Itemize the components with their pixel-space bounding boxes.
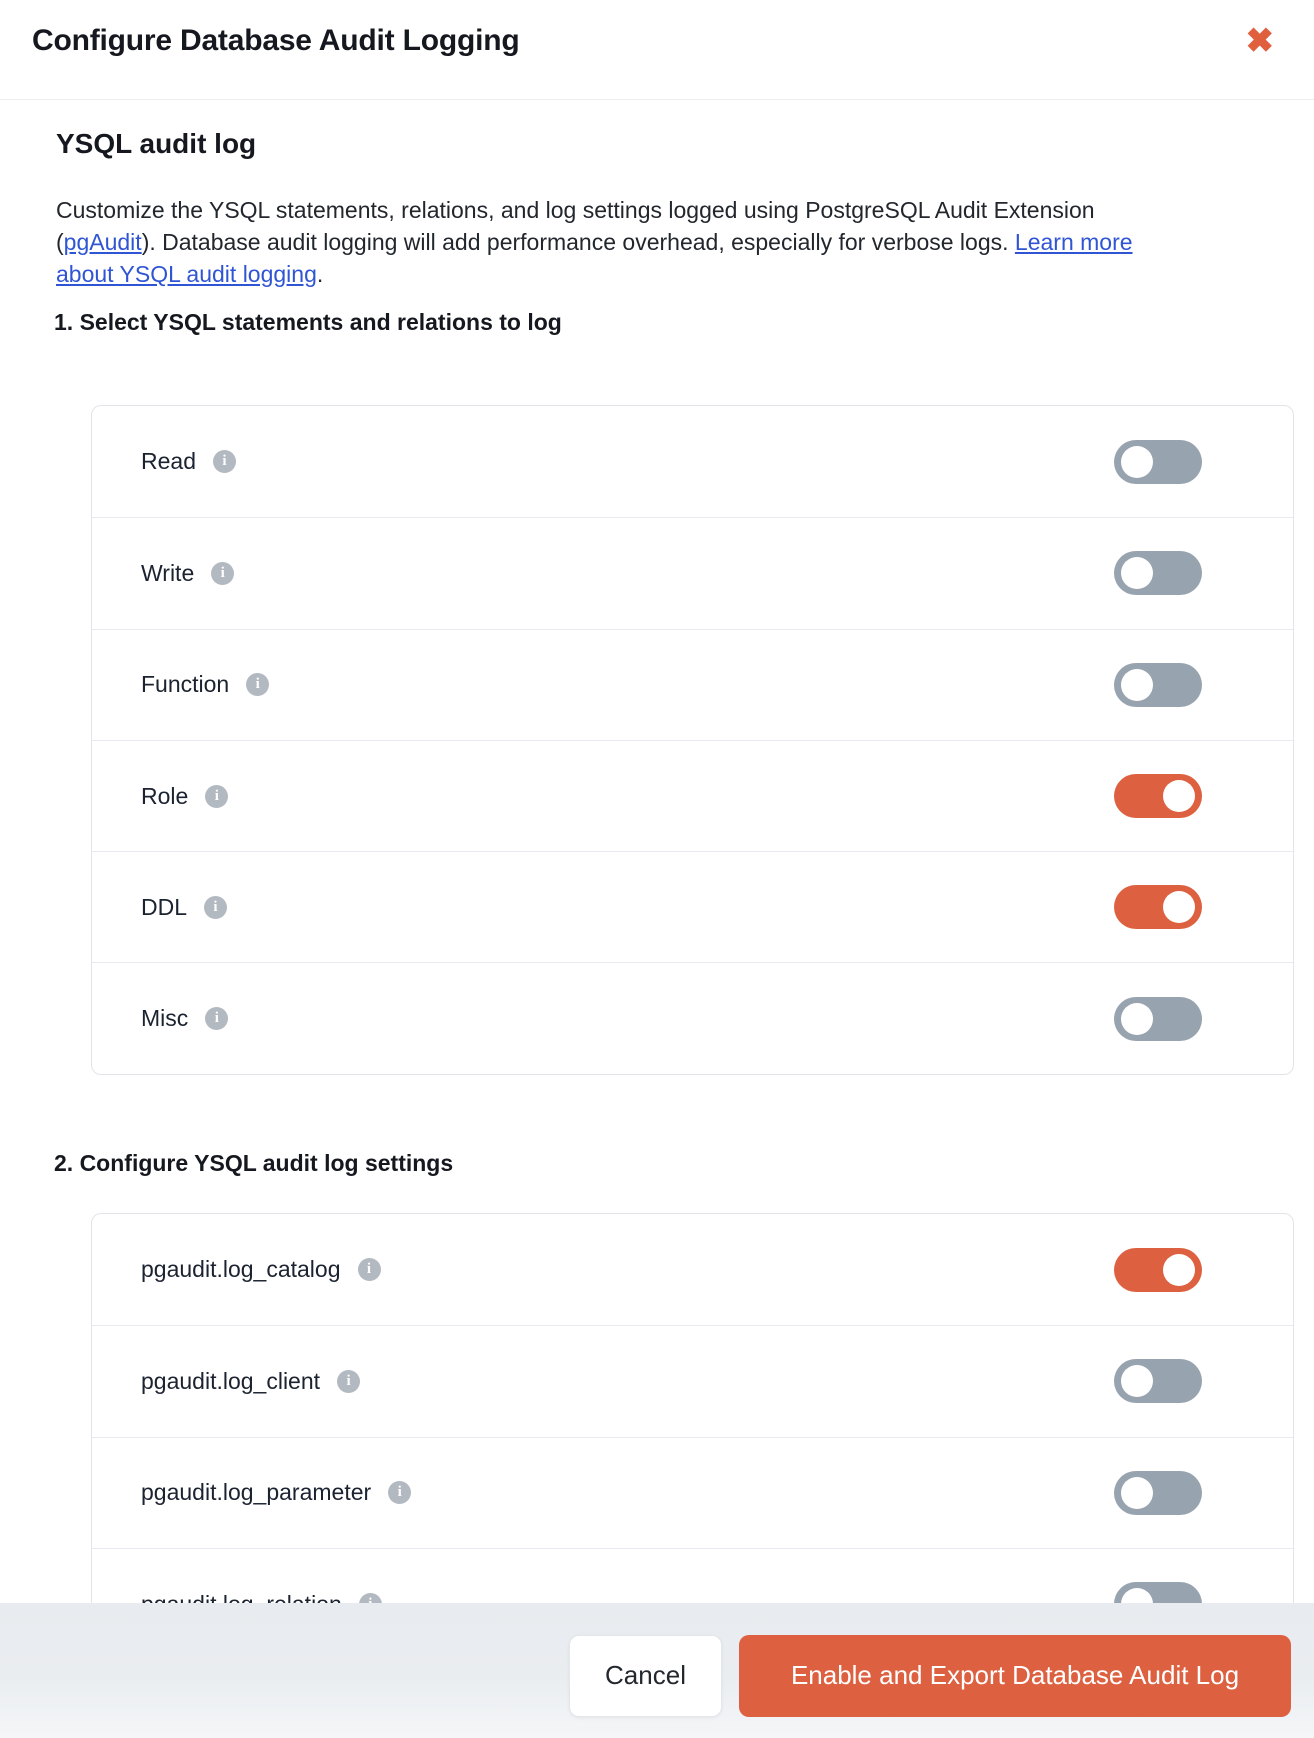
row-label-group xyxy=(141,1368,360,1395)
statements-section-heading: 1. Select YSQL statements and relations to log xyxy=(54,309,562,335)
statements-card xyxy=(91,405,1294,1075)
toggle-knob xyxy=(1121,669,1153,701)
ysql-audit-log-heading: YSQL audit log xyxy=(56,128,257,159)
toggle-switch-ddl[interactable] xyxy=(1114,885,1202,929)
cancel-button[interactable]: Cancel xyxy=(569,1635,722,1717)
toggle-row-write xyxy=(92,517,1293,628)
info-icon-glyph: i xyxy=(397,1484,402,1501)
row-label: pgaudit.log_parameter xyxy=(141,1479,372,1506)
info-icon-glyph: i xyxy=(220,564,225,581)
info-icon-glyph: i xyxy=(346,1372,351,1389)
modal-title: Configure Database Audit Logging xyxy=(32,24,520,57)
info-icon[interactable] xyxy=(213,450,236,473)
ysql-audit-log-description xyxy=(56,194,1141,290)
info-icon-glyph: i xyxy=(214,1010,219,1027)
pgaudit-link[interactable]: pgAudit xyxy=(63,229,142,255)
row-label-group xyxy=(141,671,269,698)
toggle-row-function xyxy=(92,629,1293,740)
info-icon[interactable] xyxy=(204,896,227,919)
row-label-group xyxy=(141,560,234,587)
row-label: Read xyxy=(141,448,196,475)
toggle-row-log-parameter xyxy=(92,1437,1293,1548)
learn-more-link[interactable]: Learn more about YSQL audit logging xyxy=(56,229,1133,287)
row-label: pgaudit.log_client xyxy=(141,1367,321,1394)
toggle-row-role xyxy=(92,740,1293,851)
toggle-switch-log-catalog[interactable] xyxy=(1114,1248,1202,1292)
toggle-switch-read[interactable] xyxy=(1114,440,1202,484)
toggle-row-ddl xyxy=(92,851,1293,962)
toggle-knob xyxy=(1121,1365,1153,1397)
info-icon-glyph: i xyxy=(222,453,227,470)
row-label-group xyxy=(141,783,228,810)
toggle-knob xyxy=(1163,780,1195,812)
close-icon[interactable]: ✖ xyxy=(1245,22,1274,60)
toggle-knob xyxy=(1163,1254,1195,1286)
info-icon[interactable] xyxy=(246,673,269,696)
enable-export-button[interactable]: Enable and Export Database Audit Log xyxy=(739,1635,1291,1717)
info-icon[interactable] xyxy=(358,1258,381,1281)
toggle-row-read xyxy=(92,406,1293,517)
row-label: pgaudit.log_catalog xyxy=(141,1256,341,1283)
toggle-row-misc xyxy=(92,962,1293,1073)
row-label: Write xyxy=(141,559,195,586)
modal-header xyxy=(0,0,1314,100)
toggle-knob xyxy=(1163,891,1195,923)
info-icon-glyph: i xyxy=(255,676,260,693)
toggle-row-log-client xyxy=(92,1325,1293,1436)
info-icon[interactable] xyxy=(205,1007,228,1030)
row-label: Role xyxy=(141,782,189,809)
toggle-switch-write[interactable] xyxy=(1114,551,1202,595)
toggle-switch-log-client[interactable] xyxy=(1114,1359,1202,1403)
row-label-group xyxy=(141,1256,381,1283)
description-text-2: ). Database audit logging will add performance overhead, especially for verbose logs. xyxy=(141,229,1015,255)
row-label: Function xyxy=(141,671,230,698)
toggle-switch-function[interactable] xyxy=(1114,663,1202,707)
toggle-knob xyxy=(1121,1003,1153,1035)
row-label-group xyxy=(141,1479,411,1506)
toggle-knob xyxy=(1121,557,1153,589)
info-icon-glyph: i xyxy=(214,787,219,804)
info-icon-glyph: i xyxy=(213,898,218,915)
info-icon[interactable] xyxy=(337,1370,360,1393)
toggle-knob xyxy=(1121,1477,1153,1509)
row-label: DDL xyxy=(141,893,188,920)
row-label-group xyxy=(141,448,236,475)
description-text-3: . xyxy=(316,261,324,287)
toggle-switch-misc[interactable] xyxy=(1114,997,1202,1041)
info-icon-glyph: i xyxy=(366,1261,372,1278)
toggle-switch-role[interactable] xyxy=(1114,774,1202,818)
toggle-knob xyxy=(1121,446,1153,478)
toggle-switch-log-parameter[interactable] xyxy=(1114,1471,1202,1515)
toggle-row-log-catalog xyxy=(92,1214,1293,1325)
row-label: Misc xyxy=(141,1005,189,1032)
row-label-group xyxy=(141,1005,228,1032)
info-icon[interactable] xyxy=(388,1481,411,1504)
modal-footer xyxy=(0,1603,1314,1738)
description-text-1: Customize the YSQL statements, relations, and log settings logged using PostgreSQL Audit Extension ( xyxy=(56,197,1095,255)
info-icon[interactable] xyxy=(205,785,228,808)
info-icon[interactable] xyxy=(211,562,234,585)
row-label-group xyxy=(141,894,227,921)
settings-section-heading: 2. Configure YSQL audit log settings xyxy=(54,1150,454,1176)
